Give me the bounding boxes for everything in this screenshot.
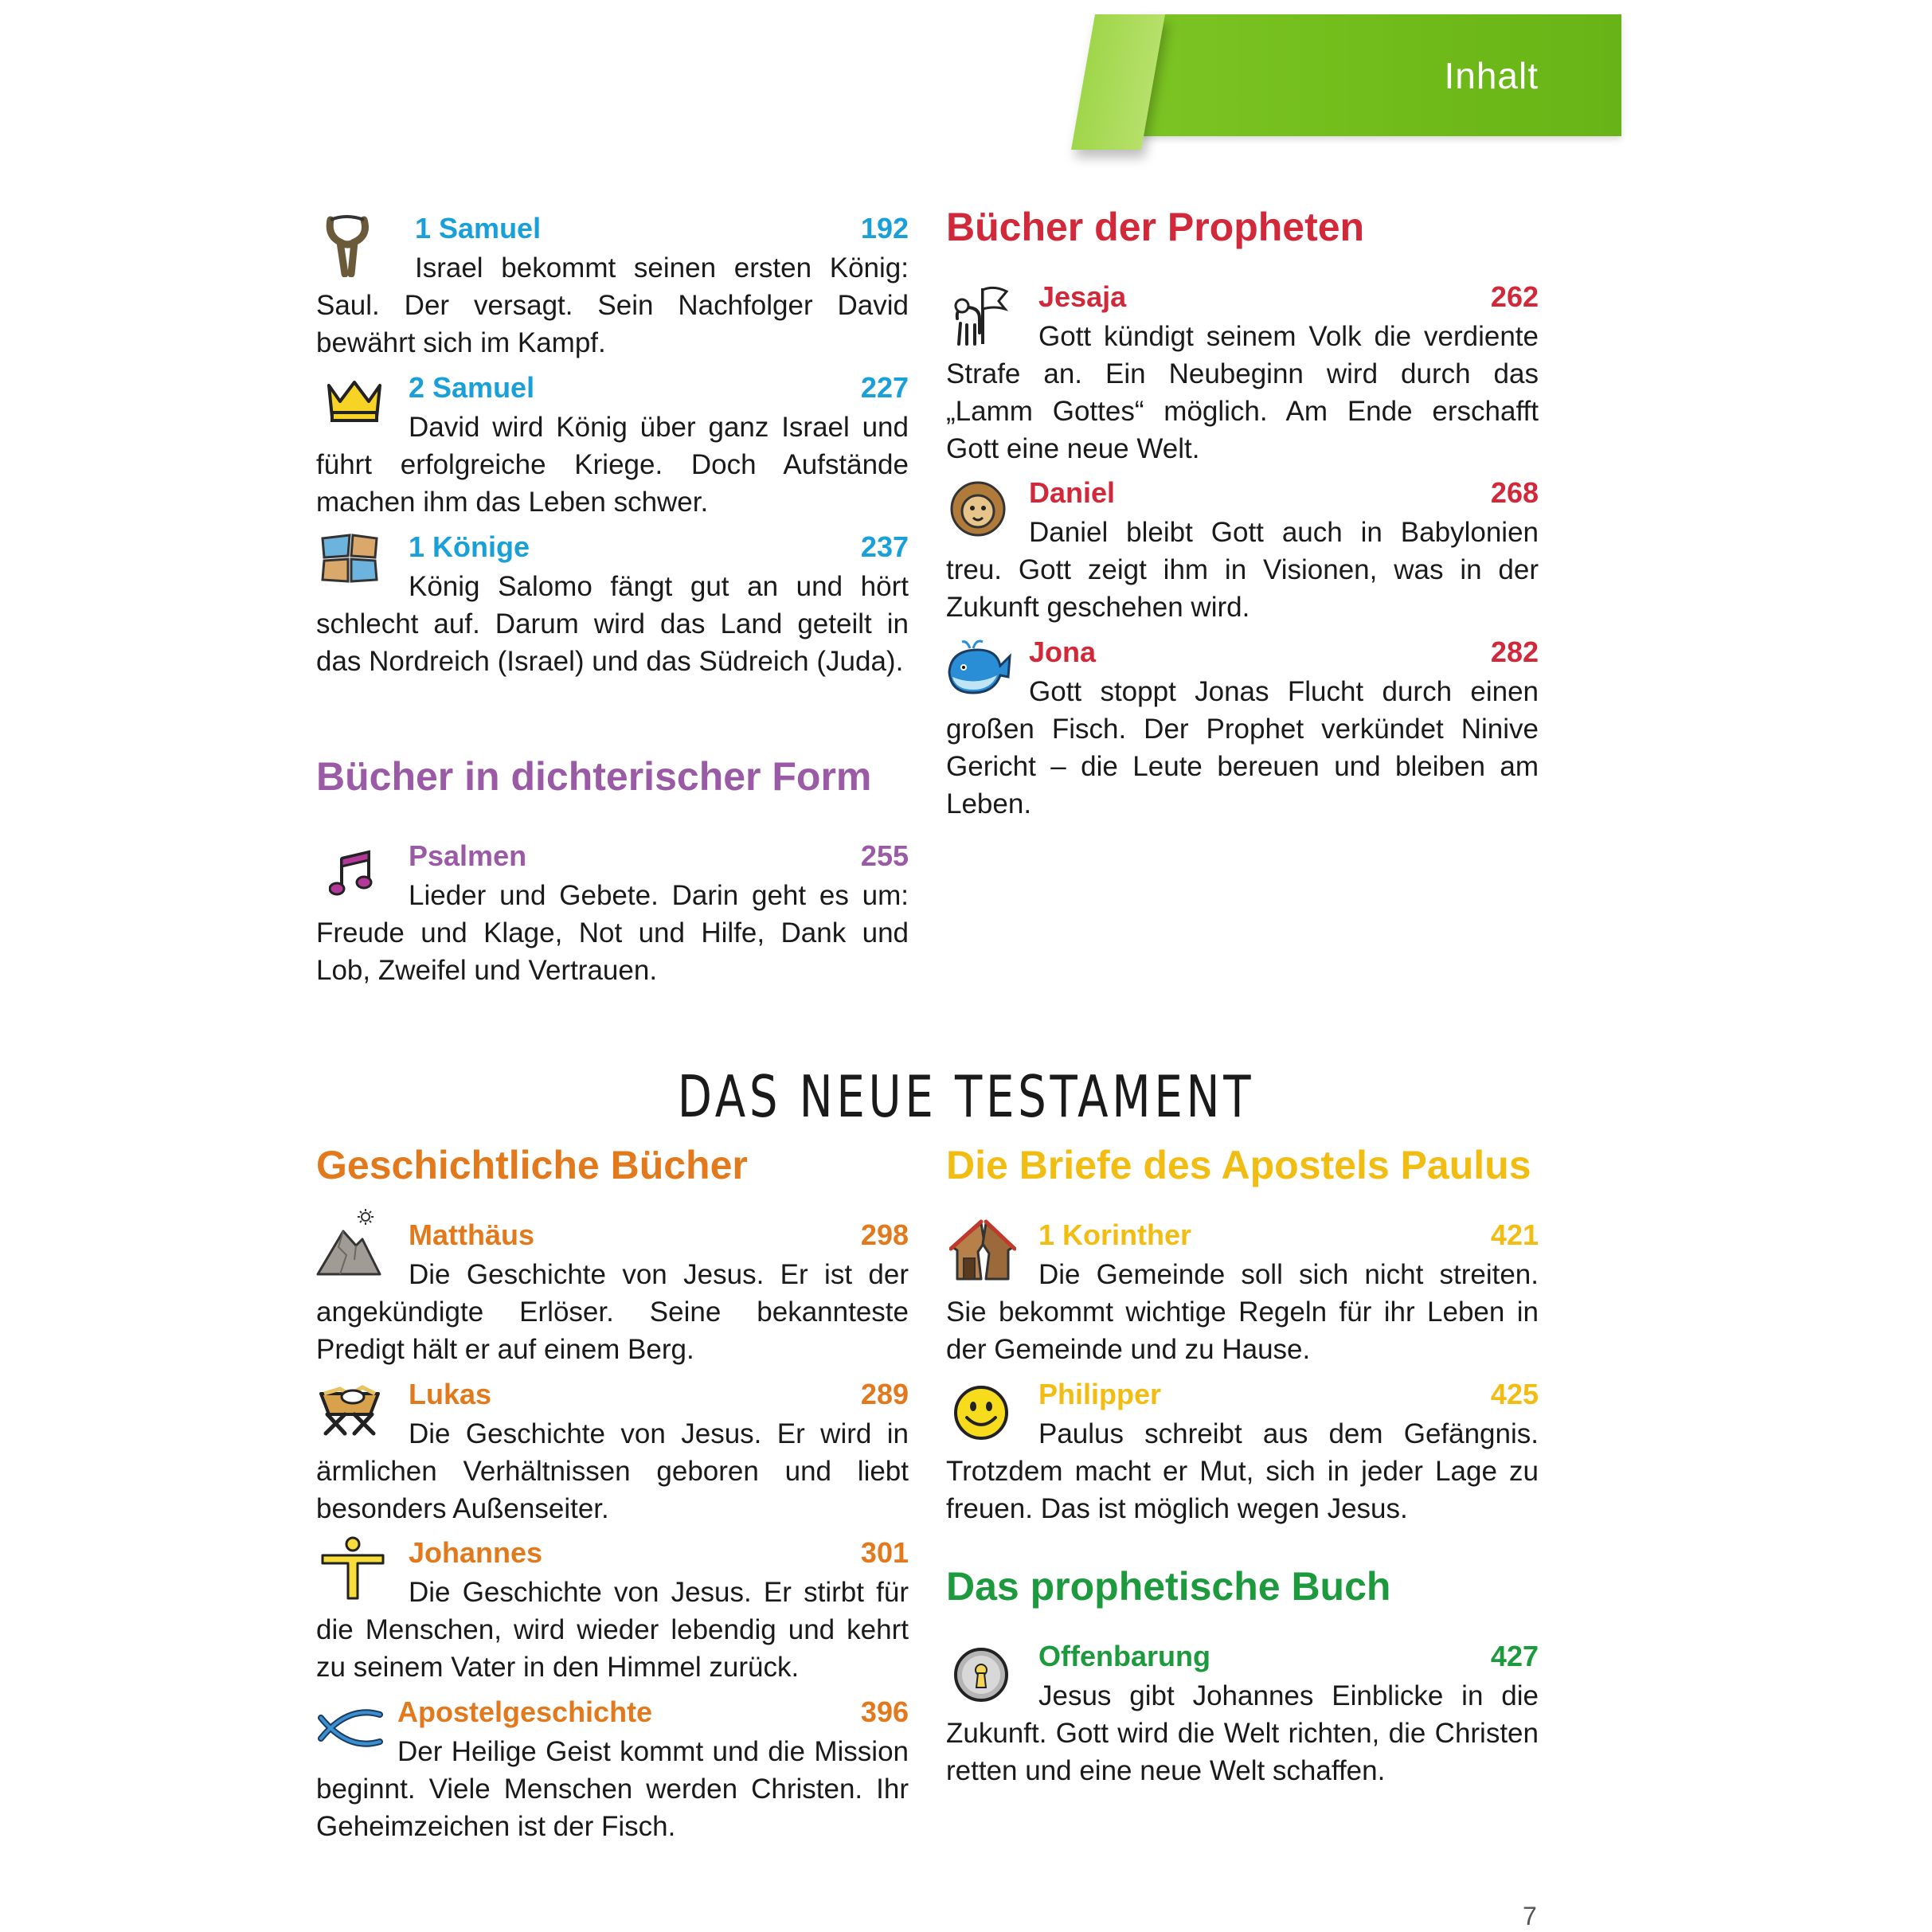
ichthys-fish-icon (316, 1708, 385, 1748)
toc-entry-2-samuel[interactable] (316, 371, 909, 521)
broken-house-icon (949, 1218, 1016, 1282)
section-tab (1095, 14, 1621, 136)
toc-entry-daniel[interactable] (946, 476, 1539, 626)
entry-description: Paulus schreibt aus dem Gefängnis. Trotzdem macht er Mut, sich in jeder Lage zu freuen. Das ist möglich wegen Jesus. (946, 1418, 1539, 1524)
entry-page: 396 (860, 1695, 909, 1728)
toc-entry-apostelgeschichte[interactable] (316, 1695, 909, 1845)
entry-description: Gott kündigt seinem Volk die verdiente Strafe an. Ein Neubeginn wird durch das „Lamm Gottes“ möglich. Am Ende erschafft Gott eine neue Welt. (946, 321, 1539, 464)
entry-page: 268 (1490, 476, 1539, 509)
tab-background (1141, 14, 1621, 136)
torn-map-icon (319, 532, 380, 585)
entry-title: Matthäus (409, 1218, 535, 1251)
entry-title: Johannes (409, 1536, 543, 1569)
tab-label: Inhalt (1444, 55, 1539, 96)
toc-entry-1-koenige[interactable] (316, 530, 909, 680)
toc-entry-1-samuel[interactable] (316, 212, 909, 362)
toc-entry-johannes[interactable] (316, 1536, 909, 1686)
section-title-prophets: Bücher der Propheten (946, 205, 1365, 249)
whale-icon (946, 637, 1013, 698)
crown-icon (324, 377, 385, 425)
entry-description: David wird König über ganz Israel und führt erfolgreiche Kriege. Doch Aufstände machen ihm das Leben schwer. (316, 412, 909, 518)
manger-icon (316, 1378, 383, 1437)
entry-page: 427 (1490, 1640, 1539, 1672)
toc-entry-1-korinther[interactable] (946, 1218, 1539, 1368)
entry-title: Lukas (409, 1378, 492, 1410)
entry-description: Gott stoppt Jonas Flucht durch einen großen Fisch. Der Prophet verkündet Ninive Gericht – die Leute bereuen und bleiben am Leben. (946, 676, 1539, 819)
section-title-historical: Geschichtliche Bücher (316, 1143, 748, 1187)
cross-figure-icon (319, 1536, 388, 1602)
entry-page: 298 (860, 1218, 909, 1251)
entry-description: Daniel bleibt Gott auch in Babylonien treu. Gott zeigt ihm in Visionen, was in der Zukunft geschehen wird. (946, 517, 1539, 623)
entry-description: Die Geschichte von Jesus. Er ist der angekündigte Erlöser. Seine bekannteste Predigt hält er auf einem Berg. (316, 1259, 909, 1365)
entry-title: 1 Könige (409, 530, 530, 563)
entry-description: Die Gemeinde soll sich nicht streiten. Sie bekommt wichtige Regeln für ihr Leben in der Gemeinde und zu Hause. (946, 1259, 1539, 1365)
section-title-paul: Die Briefe des Apostels Paulus (946, 1143, 1531, 1187)
entry-page: 421 (1490, 1218, 1539, 1251)
entry-title: Psalmen (409, 839, 527, 872)
entry-title: Jona (1029, 636, 1097, 668)
entry-page: 289 (860, 1378, 909, 1410)
entry-page: 425 (1490, 1378, 1539, 1410)
entry-title: Philipper (1038, 1378, 1162, 1410)
toc-entry-offenbarung[interactable] (946, 1640, 1539, 1789)
entry-description: Die Geschichte von Jesus. Er wird in ärmlichen Verhältnissen geboren und liebt besonders Außenseiter. (316, 1418, 909, 1524)
new-testament-heading: DAS NEUE TESTAMENT (677, 1063, 1255, 1130)
entry-description: Jesus gibt Johannes Einblicke in die Zukunft. Gott wird die Welt richten, die Christen retten und eine neue Welt schaffen. (946, 1680, 1539, 1786)
music-note-icon (329, 849, 373, 898)
keyhole-icon (952, 1646, 1010, 1703)
mountain-icon (316, 1207, 383, 1279)
entry-title: 1 Samuel (415, 212, 542, 244)
toc-entry-lukas[interactable] (316, 1378, 909, 1527)
entry-page: 301 (860, 1536, 909, 1569)
entry-page: 262 (1490, 280, 1539, 313)
entry-title: Offenbarung (1038, 1640, 1210, 1672)
entry-description: Israel bekommt seinen ersten König: Saul. Der versagt. Sein Nachfolger David bewährt sich im Kampf. (316, 252, 909, 358)
entry-page: 227 (860, 371, 909, 404)
entry-description: König Salomo fängt gut an und hört schlecht auf. Darum wird das Land geteilt in das Nordreich (Israel) und das Südreich (Juda). (316, 571, 909, 677)
lamb-flag-icon (951, 284, 1011, 349)
entry-description: Lieder und Gebete. Darin geht es um: Freude und Klage, Not und Hilfe, Dank und Lob, Zweifel und Vertrauen. (316, 880, 909, 986)
entry-description: Der Heilige Geist kommt und die Mission beginnt. Viele Menschen werden Christen. Ihr Geheimzeichen ist der Fisch. (316, 1736, 909, 1842)
toc-entry-philipper[interactable] (946, 1378, 1539, 1527)
page-number: 7 (1523, 1902, 1537, 1930)
section-title-prophetic: Das prophetische Buch (946, 1564, 1391, 1609)
entry-title: Daniel (1029, 476, 1116, 509)
entry-title: Apostelgeschichte (397, 1695, 653, 1728)
entry-page: 255 (860, 839, 909, 872)
lion-icon (949, 479, 1007, 538)
entry-page: 192 (860, 212, 909, 244)
entry-page: 282 (1490, 636, 1539, 668)
toc-entry-psalmen[interactable] (316, 839, 909, 989)
section-title-poetry: Bücher in dichterischer Form (316, 754, 872, 799)
slingshot-icon (323, 212, 378, 277)
entry-page: 237 (860, 530, 909, 563)
toc-entry-jesaja[interactable] (946, 280, 1539, 467)
smiley-icon (952, 1384, 1010, 1441)
toc-entry-jona[interactable] (946, 636, 1539, 823)
entry-title: 1 Korinther (1038, 1218, 1192, 1251)
entry-title: Jesaja (1038, 280, 1127, 313)
entry-title: 2 Samuel (409, 371, 535, 404)
toc-entry-matthaeus[interactable] (316, 1218, 909, 1368)
entry-description: Die Geschichte von Jesus. Er stirbt für die Menschen, wird wieder lebendig und kehrt zu seinem Vater in den Himmel zurück. (316, 1577, 909, 1683)
